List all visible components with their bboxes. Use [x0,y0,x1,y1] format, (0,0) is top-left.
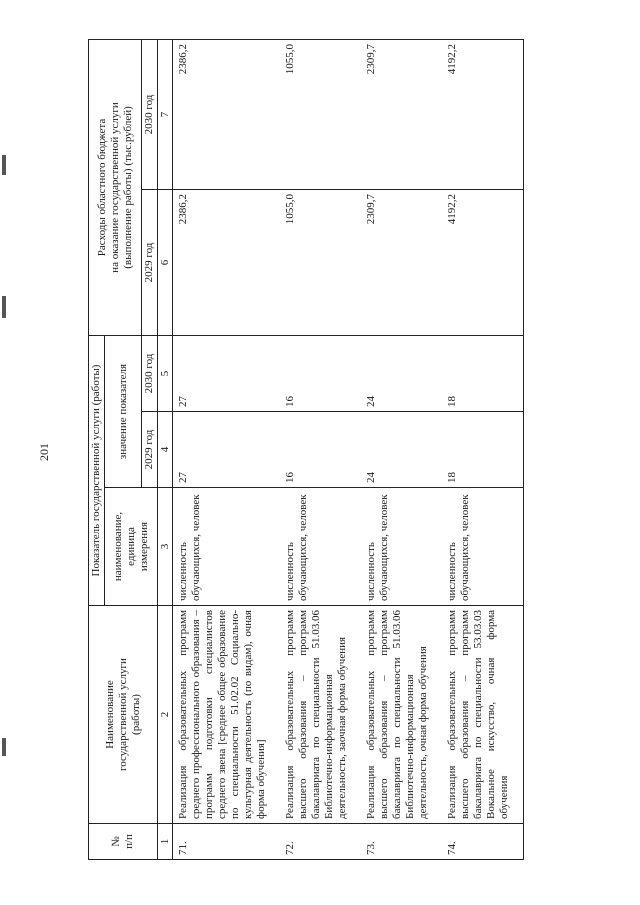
row-number: 73. [361,824,442,860]
col-number: 3 [158,488,173,606]
indicator-unit: численность обучающихся, человек [442,488,524,606]
expense-2030: 2386,2 [173,39,281,189]
page-number: 201 [37,443,51,461]
value-2030: 24 [361,336,442,412]
value-2029: 24 [361,412,442,488]
rotated-table-container [88,40,558,860]
scan-margin-mark [2,738,6,756]
services-table [88,39,524,860]
col-number: 5 [158,336,173,412]
service-name: Реализация образовательных программ высшего образования – программ бакалавриата по специальности 53.03.03 Вокальное искусство, очная форма обучения [442,606,524,824]
row-number: 71. [173,824,281,860]
table-row [280,39,361,859]
expense-2029: 4192,2 [442,190,524,336]
header-num: № п/п [89,824,158,860]
row-number: 74. [442,824,524,860]
indicator-unit: численность обучающихся, человек [280,488,361,606]
value-2029: 18 [442,412,524,488]
expense-2029: 2386,2 [173,190,281,336]
table-row [361,39,442,859]
header-expense-2029: 2029 год [142,190,158,336]
table-row [173,39,281,859]
value-2030: 27 [173,336,281,412]
col-number: 6 [158,190,173,336]
table-row [442,39,524,859]
service-name: Реализация образовательных программ высшего образования – программ бакалавриата по специальности 51.03.06 Библиотечно-информационная деятельность, заочная форма обучения [280,606,361,824]
value-2029: 27 [173,412,281,488]
value-2030: 16 [280,336,361,412]
expense-2030: 4192,2 [442,39,524,189]
col-number: 2 [158,606,173,824]
col-number: 1 [158,824,173,860]
scan-margin-mark [2,296,6,318]
header-value-group: значение показателя [105,336,142,488]
row-number: 72. [280,824,361,860]
header-value-2030: 2030 год [142,336,158,412]
expense-2030: 1055,0 [280,39,361,189]
document-table-area [88,40,558,860]
header-unit: наименование, единица измерения [105,488,158,606]
header-service-name: Наименование государственной услуги (работы) [89,606,158,824]
header-expenses-group: Расходы областного бюджета на оказание государственной услуги (выполнение работы) (тыс.рублей) [89,39,142,335]
expense-2029: 1055,0 [280,190,361,336]
value-2030: 18 [442,336,524,412]
scan-margin-mark [2,155,6,175]
header-value-2029: 2029 год [142,412,158,488]
value-2029: 16 [280,412,361,488]
col-number: 4 [158,412,173,488]
expense-2029: 2309,7 [361,190,442,336]
col-number: 7 [158,39,173,189]
expense-2030: 2309,7 [361,39,442,189]
service-name: Реализация образовательных программ среднего профессионального образования – программ подготовки специалистов среднего звена [среднее общее образование по специальности 51.02.02 Социально-культурная деятельность (по видам), очная форма обучения] [173,606,281,824]
header-expense-2030: 2030 год [142,39,158,189]
header-indicator-group: Показатель государственной услуги (работы) [89,336,105,606]
indicator-unit: численность обучающихся, человек [361,488,442,606]
indicator-unit: численность обучающихся, человек [173,488,281,606]
service-name: Реализация образовательных программ высшего образования – программ бакалавриата по специальности 51.03.06 Библиотечно-информационная деятельность, очная форма обучения [361,606,442,824]
